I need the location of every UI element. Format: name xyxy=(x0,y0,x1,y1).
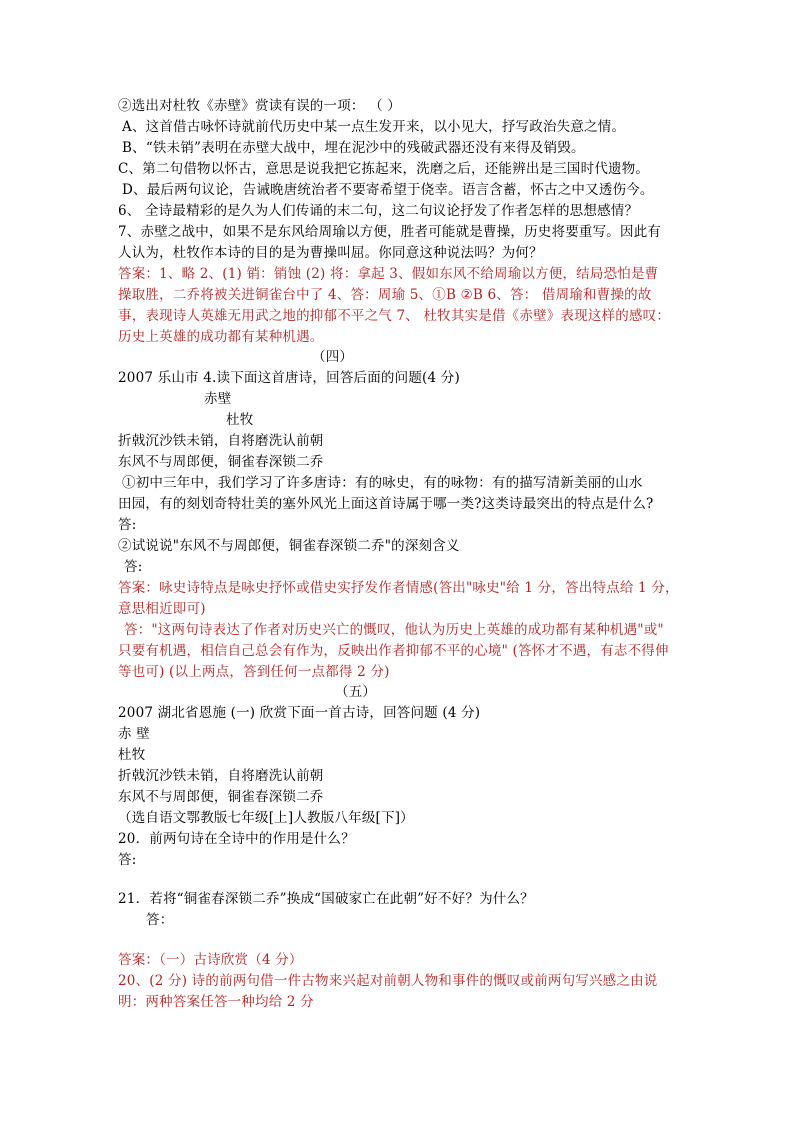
answer-4-line-3: 答："这两句诗表达了作者对历史兴亡的慨叹，他认为历史上英雄的成功都有某种机遇"或" xyxy=(124,622,664,638)
poem-4-line-2: 东风不与周郎便，铜雀春深锁二乔 xyxy=(118,454,324,470)
question-7-line-1: 7、赤壁之战中，如果不是东风给周瑜以方便，胜者可能就是曹操，历史将要重写。因此有 xyxy=(118,224,662,240)
answer-5-line-2: 明：两种答案任答一种均给 2 分 xyxy=(118,994,314,1010)
poem-5-line-2: 东风不与周郎便，铜雀春深锁二乔 xyxy=(118,789,324,805)
poem-source: （选自语文鄂教版七年级[上]人教版八年级[下]） xyxy=(118,810,414,826)
question-21: 21．若将“铜雀春深锁二乔”换成“国破家亡在此朝”好不好？为什么？ xyxy=(118,891,534,907)
answer-3-line-1: 答案：1、略 2、(1) 销：销蚀 (2) 将：拿起 3、假如东风不给周瑜以方便，结局恐怕是曹 xyxy=(118,266,659,282)
option-b: B、“铁未销”表明在赤壁大战中，埋在泥沙中的残破武器还没有来得及销毁。 xyxy=(122,140,585,156)
section-4-heading: （四） xyxy=(312,349,354,365)
answer-5-heading: 答案：（一）古诗欣赏（4 分） xyxy=(118,952,303,968)
poem-5-title: 赤 壁 xyxy=(118,726,150,742)
question-4-2-answer: 答: xyxy=(124,559,143,575)
question-4-1-line-1: ①初中三年中，我们学习了许多唐诗：有的咏史，有的咏物：有的描写清新美丽的山水 xyxy=(122,475,643,491)
answer-5-line-1: 20、(2 分) 诗的前两句借一件古物来兴起对前朝人物和事件的慨叹或前两句写兴感之由说 xyxy=(118,973,658,989)
option-c: C、第二句借物以怀古，意思是说我把它拣起来，洗磨之后，还能辨出是三国时代遗物。 xyxy=(118,161,650,177)
question-20: 20．前两句诗在全诗中的作用是什么？ xyxy=(118,831,355,847)
poem-5-line-1: 折戟沉沙铁未销，自将磨洗认前朝 xyxy=(118,768,324,784)
question-7-line-2: 人认为，杜牧作本诗的目的是为曹操叫屈。你同意这种说法吗？为何？ xyxy=(118,245,543,261)
question-4-2: ②试说说"东风不与周郎便，铜雀春深锁二乔"的深刻含义 xyxy=(118,538,460,554)
answer-4-line-2: 意思相近即可) xyxy=(118,601,206,617)
poem-4-author: 杜牧 xyxy=(226,412,254,428)
question-21-answer: 答： xyxy=(146,912,174,928)
leshan-question: 2007 乐山市 4.读下面这首唐诗，回答后面的问题(4 分) xyxy=(118,370,460,386)
option-a: A、这首借古咏怀诗就前代历史中某一点生发开来，以小见大，抒写政治失意之情。 xyxy=(122,119,626,135)
answer-4-line-5: 等也可) (以上两点，答到任何一点都得 2 分) xyxy=(118,664,390,680)
question-2-stem: ②选出对杜牧《赤壁》赏读有误的一项： （ ） xyxy=(118,98,401,114)
question-4-1-line-2: 田园，有的刻划奇特壮美的塞外风光上面这首诗属于哪一类?这类诗最突出的特点是什么? xyxy=(118,496,654,512)
poem-5-author: 杜牧 xyxy=(118,747,146,763)
answer-3-line-3: 事，表现诗人英雄无用武之地的抑郁不平之气 7、 杜牧其实是借《赤壁》表现这样的感叹： xyxy=(118,308,671,324)
answer-3-line-2: 操取胜，二乔将被关进铜雀台中了 4、答：周瑜 5、①B ②B 6、答： 借周瑜和曹操的故 xyxy=(118,287,652,303)
question-20-answer: 答: xyxy=(118,852,137,868)
answer-3-line-4: 历史上英雄的成功都有某种机遇。 xyxy=(118,329,324,345)
enshi-question: 2007 湖北省恩施 (一) 欣赏下面一首古诗，回答问题 (4 分) xyxy=(118,705,481,721)
answer-4-line-1: 答案：咏史诗特点是咏史抒怀或借史实抒发作者情感(答出"咏史"给 1 分，答出特点给 1 分， xyxy=(118,580,679,596)
poem-4-title: 赤壁 xyxy=(204,391,232,407)
answer-4-line-4: 只要有机遇，相信自己总会有作为，反映出作者抑郁不平的心境" (答怀才不遇，有志不得伸 xyxy=(118,643,669,659)
question-4-1-answer: 答: xyxy=(118,517,137,533)
question-6: 6、 全诗最精彩的是久为人们传诵的末二句，这二句议论抒发了作者怎样的思想感情？ xyxy=(118,203,639,219)
option-d: D、最后两句议论，告诫晚唐统治者不要寄希望于侥幸。语言含蓄，怀古之中又透伤今。 xyxy=(122,182,654,198)
poem-4-line-1: 折戟沉沙铁未销，自将磨洗认前朝 xyxy=(118,433,324,449)
section-5-heading: （五） xyxy=(335,684,377,700)
